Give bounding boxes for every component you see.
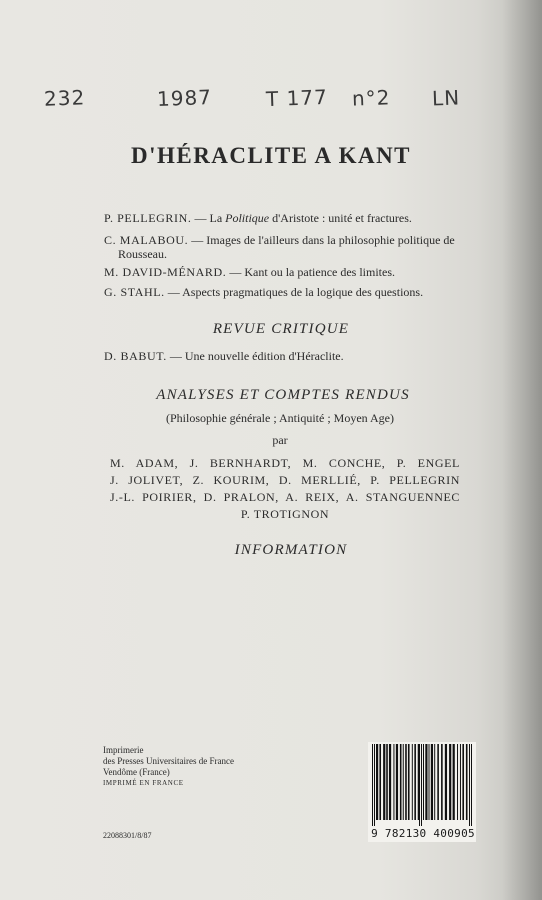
barcode-bar [408,744,410,820]
reviewers-line: P. TROTIGNON [240,507,330,521]
barcode-bar [457,744,458,820]
barcode-bar [462,744,464,820]
barcode-guard-bar [372,744,373,826]
article-entry [104,233,484,261]
handwritten-year: 1987 [156,85,213,111]
article-text-after: d'Aristote : unité et fractures. [269,211,412,225]
barcode-bar [412,744,413,820]
barcode-bar [393,744,394,820]
barcode-guard-bar [421,744,422,826]
barcode-bars [368,742,476,826]
barcode-guard-bar [374,744,375,826]
printer-imprint [103,745,234,789]
revue-entry [104,349,484,363]
barcode-guard-bar [469,744,470,826]
reviewers-line: J. JOLIVET, Z. KOURIM, D. MERLLIÉ, P. PELLEGRIN [110,473,460,487]
barcode-bar [379,744,381,820]
printer-line: Imprimerie [103,745,144,755]
article-entry [104,265,484,279]
barcode-bar [383,744,385,820]
barcode-bar [437,744,439,820]
revue-text: — Une nouvelle édition d'Héraclite. [166,349,344,363]
article-author: M. DAVID-MÉNARD. [104,265,227,279]
barcode-bar [386,744,388,820]
barcode-bar [389,744,391,820]
article-text: — La [191,211,226,225]
barcode-number: 9 782130 400905 [371,827,475,840]
barcode-bar [403,744,404,820]
issue-title: D'HÉRACLITE A KANT [130,143,412,168]
article-entry [104,285,484,299]
article-author: P. PELLEGRIN. [104,211,192,225]
barcode-bar [449,744,451,820]
reviewers-line: M. ADAM, J. BERNHARDT, M. CONCHE, P. ENGEL [110,456,460,470]
barcode-bar [429,744,430,820]
handwritten-initials: LN [431,85,461,111]
article-italic: Politique [225,211,270,225]
page-edge-shadow [502,0,542,900]
barcode-bar [400,744,402,820]
handwritten-call-number: 232 [43,85,86,111]
barcode-bar [425,744,427,820]
revue-heading: REVUE CRITIQUE [212,321,350,337]
printer-line: IMPRIMÉ EN FRANCE [103,779,184,787]
barcode-bar [414,744,416,820]
printer-line: Vendôme (France) [103,767,170,777]
analyses-heading: ANALYSES ET COMPTES RENDUS [156,387,410,403]
barcode-bar [460,744,461,820]
analyses-subheading: (Philosophie générale ; Antiquité ; Moyen Age) [166,411,394,425]
barcode-bar [441,744,443,820]
article-text: — Images de l'ailleurs dans la philosophie politique de [188,233,455,247]
reviewers-line: J.-L. POIRIER, D. PRALON, A. REIX, A. STANGUENNEC [110,490,460,504]
article-text: — Kant ou la patience des limites. [226,265,396,279]
handwritten-ref: T 177 [265,84,329,112]
barcode-bar [466,744,468,820]
barcode-guard-bar [471,744,472,826]
print-code: 22088301/8/87 [103,831,152,840]
article-text: — Aspects pragmatiques de la logique des questions. [164,285,424,299]
barcode-bar [405,744,407,820]
article-author: G. STAHL. [104,285,165,299]
handwritten-issue: n°2 [351,85,391,111]
barcode-bar [453,744,455,820]
revue-author: D. BABUT. [104,349,167,363]
information-heading: INFORMATION [234,542,348,558]
article-entry [104,211,484,225]
analyses-par: par [272,433,288,447]
barcode-guard-bar [419,744,420,826]
barcode-bar [434,744,435,820]
barcode-bar [423,744,424,820]
article-author: C. MALABOU. [104,233,189,247]
barcode-bar [431,744,433,820]
article-text-continued: Rousseau. [118,247,167,261]
barcode-bar [376,744,378,820]
reviewers-list [110,455,460,523]
barcode-bar [396,744,398,820]
barcode-bar [445,744,447,820]
printer-line: des Presses Universitaires de France [103,756,234,766]
